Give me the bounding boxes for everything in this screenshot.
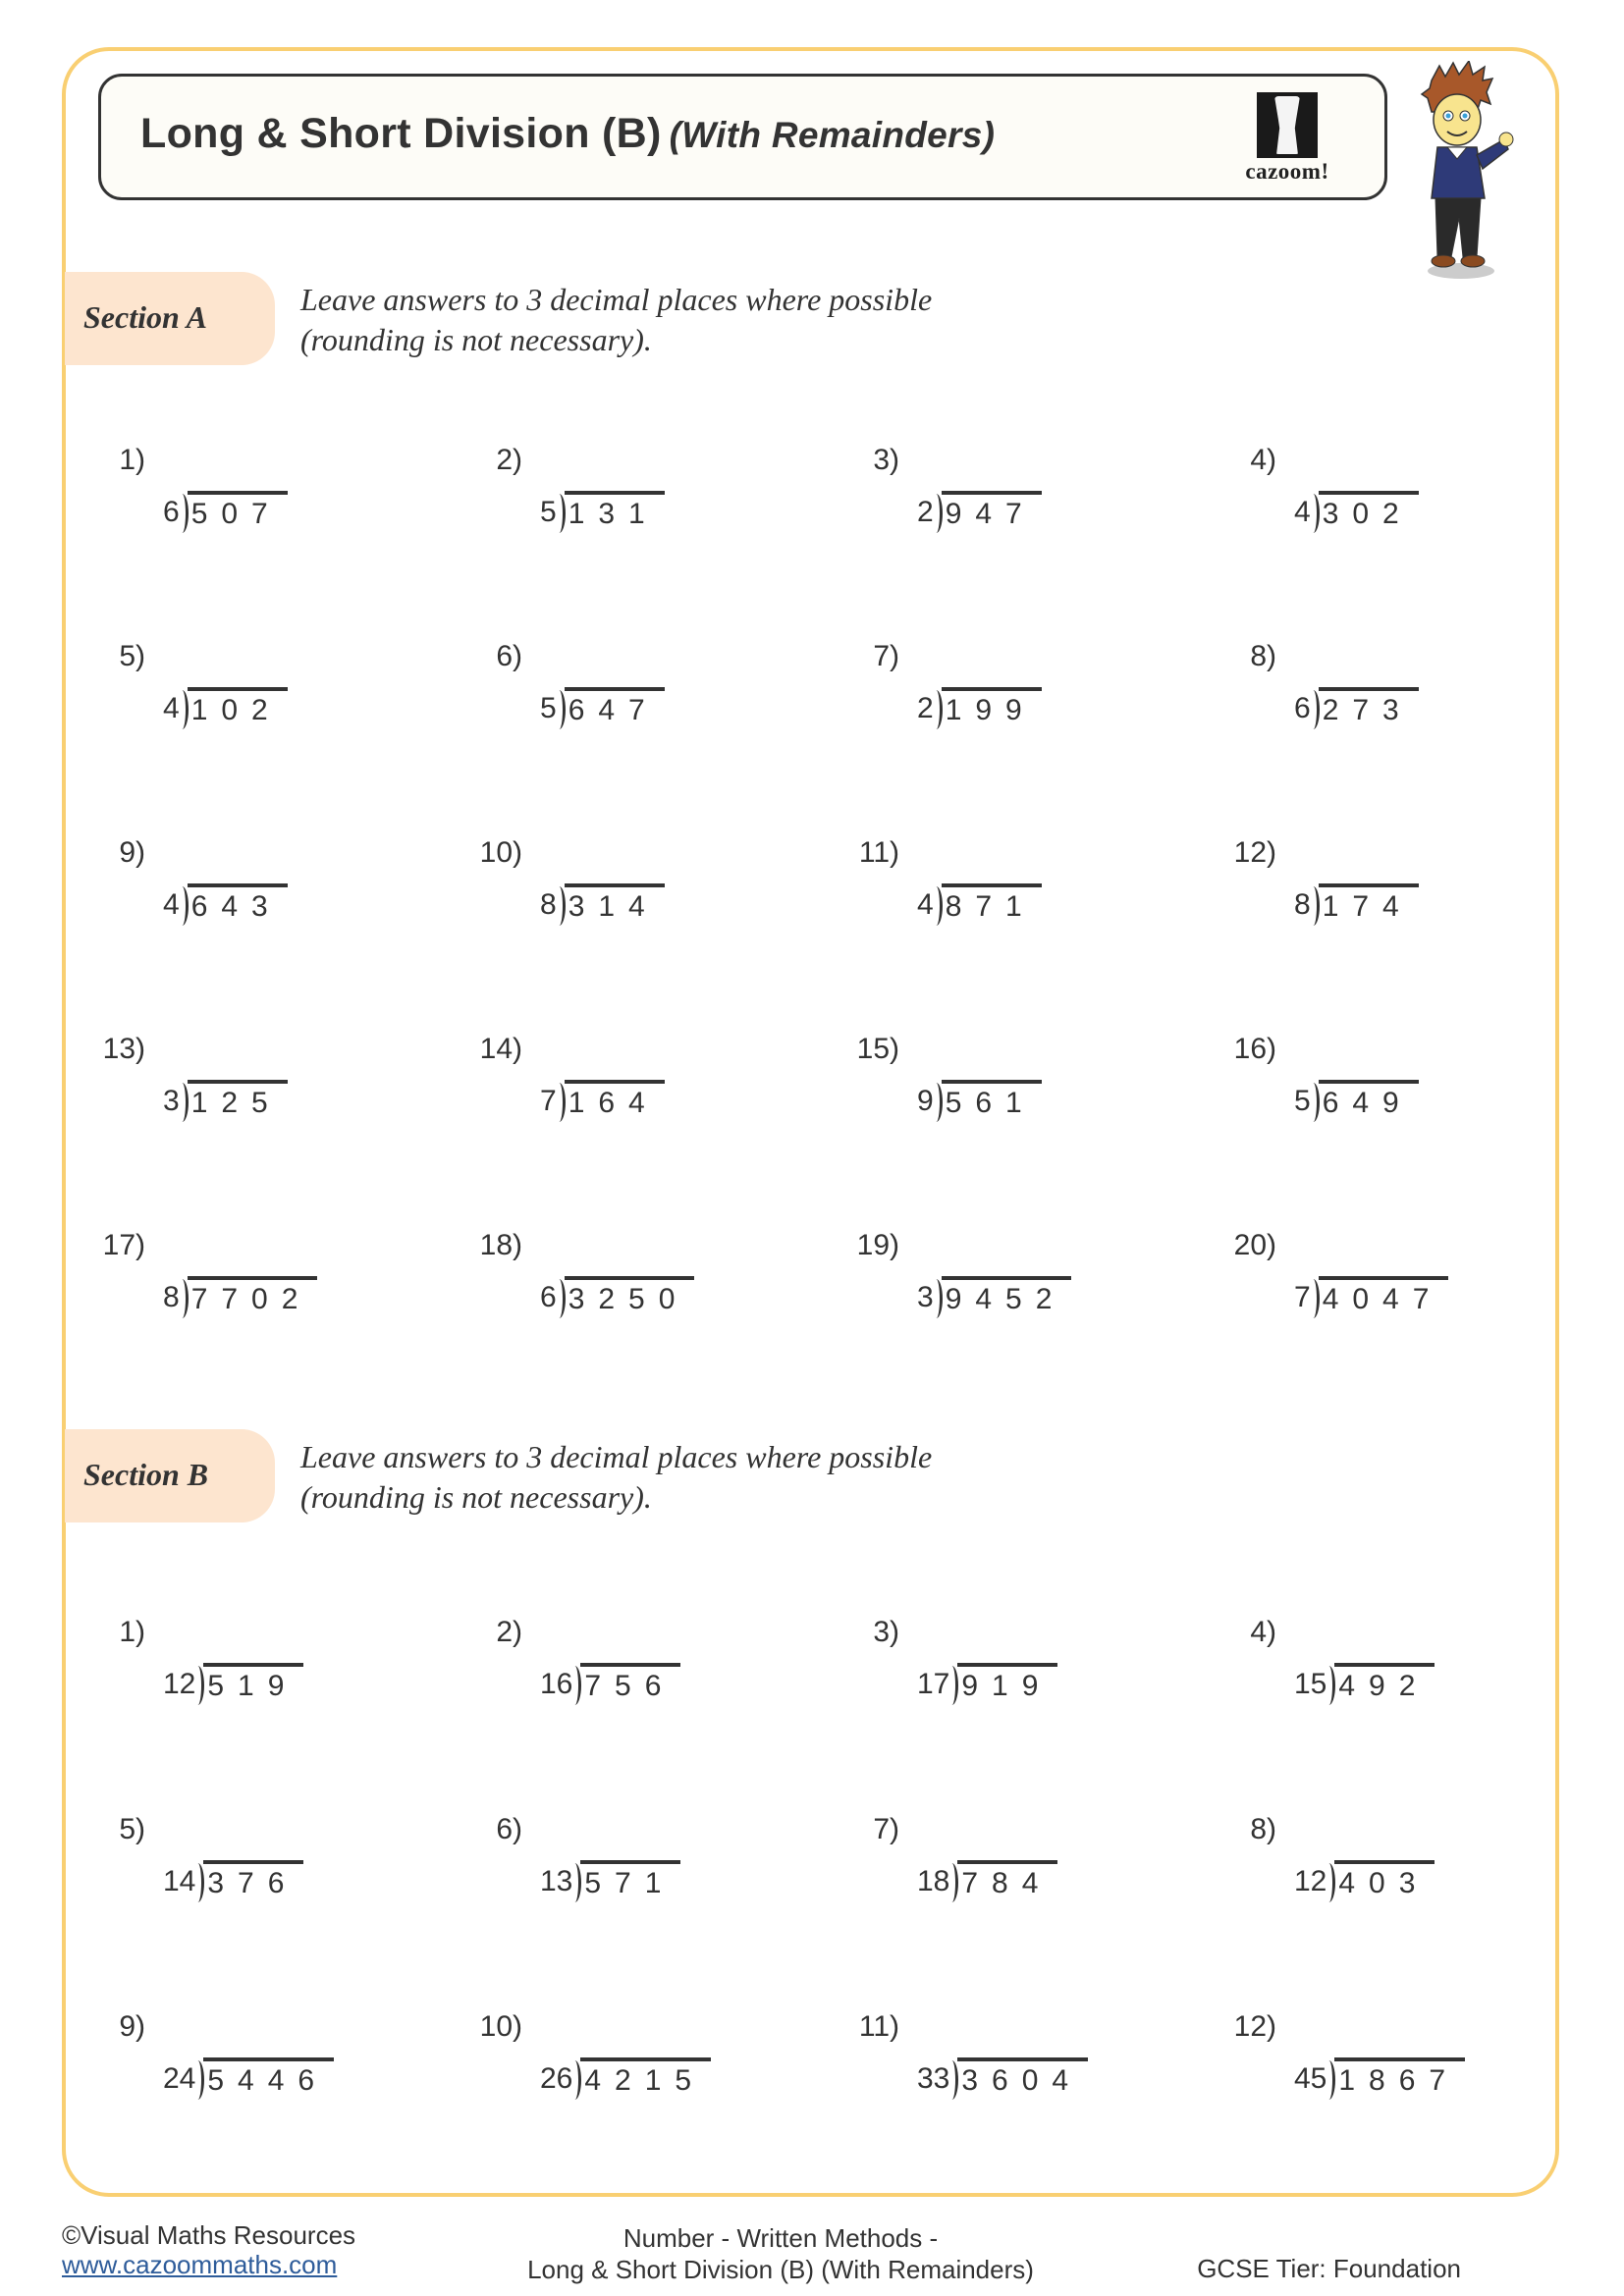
divisor: 6 — [1294, 692, 1311, 724]
long-division-expression — [917, 1860, 1057, 1901]
footer-tier: GCSE Tier: Foundation — [1197, 2254, 1461, 2283]
long-division-expression — [163, 1860, 303, 1901]
dividend: 784 — [957, 1860, 1057, 1901]
division-problem — [469, 1033, 823, 1150]
division-bracket-icon — [557, 1082, 565, 1121]
long-division-expression — [540, 2057, 711, 2099]
question-number: 10) — [479, 2010, 522, 2043]
division-problem — [92, 836, 446, 954]
division-bracket-icon — [180, 689, 188, 728]
topic-line-1: Number - Written Methods - — [623, 2223, 939, 2253]
title-subtitle: (With Remainders) — [669, 115, 996, 155]
dividend: 273 — [1319, 687, 1419, 728]
title-banner — [98, 74, 1387, 200]
division-problem — [1223, 2010, 1577, 2128]
long-division-expression — [1294, 1860, 1435, 1901]
long-division-expression — [163, 1276, 317, 1317]
dividend: 7702 — [188, 1276, 318, 1317]
divisor: 12 — [163, 1668, 196, 1700]
division-problem — [846, 444, 1200, 561]
divisor: 9 — [917, 1085, 934, 1117]
division-bracket-icon — [934, 689, 942, 728]
dividend: 199 — [942, 687, 1042, 728]
divisor: 4 — [1294, 496, 1311, 528]
dividend: 314 — [565, 883, 665, 925]
dividend: 561 — [942, 1080, 1042, 1121]
dividend: 519 — [203, 1663, 303, 1704]
long-division-expression — [917, 2057, 1088, 2099]
title-main: Long & Short Division (B) — [140, 110, 662, 157]
question-number: 14) — [479, 1033, 522, 1065]
long-division-expression — [163, 883, 288, 925]
divisor: 8 — [540, 888, 557, 921]
footer-credits — [62, 2220, 355, 2279]
question-number: 8) — [1250, 640, 1276, 672]
dividend: 102 — [188, 687, 288, 728]
division-bracket-icon — [557, 493, 565, 532]
question-number: 6) — [496, 640, 522, 672]
divisor: 26 — [540, 2062, 573, 2095]
divisor: 4 — [163, 888, 180, 921]
division-bracket-icon — [180, 1278, 188, 1317]
copyright-text: ©Visual Maths Resources — [62, 2220, 356, 2250]
division-bracket-icon — [180, 493, 188, 532]
division-bracket-icon — [572, 2059, 580, 2099]
question-number: 15) — [856, 1033, 899, 1065]
divisor: 12 — [1294, 1865, 1327, 1897]
long-division-expression — [540, 1080, 665, 1121]
division-bracket-icon — [1311, 689, 1319, 728]
divisor: 5 — [1294, 1085, 1311, 1117]
long-division-expression — [1294, 883, 1419, 925]
page-title — [140, 110, 995, 158]
dividend: 919 — [957, 1663, 1057, 1704]
cazoom-logo — [1227, 86, 1347, 188]
question-number: 10) — [479, 836, 522, 869]
dividend: 571 — [580, 1860, 680, 1901]
division-problem — [846, 1813, 1200, 1931]
section-a-instructions — [300, 280, 932, 360]
division-bracket-icon — [557, 885, 565, 925]
dividend: 174 — [1319, 883, 1419, 925]
division-problem — [1223, 836, 1577, 954]
thumbs-up-boy-mascot-icon — [1402, 61, 1540, 282]
divisor: 4 — [917, 888, 934, 921]
divisor: 8 — [163, 1281, 180, 1313]
question-number: 6) — [496, 1813, 522, 1845]
question-number: 7) — [873, 1813, 899, 1845]
division-problem — [92, 1033, 446, 1150]
instructions-line: Leave answers to 3 decimal places where possible — [300, 282, 933, 317]
division-problem — [846, 640, 1200, 758]
question-number: 20) — [1233, 1229, 1276, 1261]
long-division-expression — [163, 491, 288, 532]
section-b-badge — [65, 1429, 275, 1522]
question-number: 9) — [119, 836, 145, 869]
question-number: 18) — [479, 1229, 522, 1261]
question-number: 3) — [873, 444, 899, 476]
instructions-line: Leave answers to 3 decimal places where possible — [300, 1439, 933, 1474]
website-link[interactable]: www.cazoommaths.com — [62, 2250, 338, 2279]
division-problem — [469, 444, 823, 561]
division-problem — [92, 2010, 446, 2128]
dividend: 647 — [565, 687, 665, 728]
question-number: 2) — [496, 444, 522, 476]
dividend: 376 — [203, 1860, 303, 1901]
divisor: 7 — [1294, 1281, 1311, 1313]
long-division-expression — [917, 1276, 1071, 1317]
division-problem — [469, 2010, 823, 2128]
long-division-expression — [540, 1276, 694, 1317]
division-bracket-icon — [557, 689, 565, 728]
long-division-expression — [917, 1663, 1057, 1704]
long-division-expression — [540, 687, 665, 728]
long-division-expression — [540, 1663, 680, 1704]
divisor: 3 — [163, 1085, 180, 1117]
division-problem — [1223, 1813, 1577, 1931]
division-problem — [846, 2010, 1200, 2128]
section-b-instructions — [300, 1437, 932, 1518]
division-problem — [92, 640, 446, 758]
division-bracket-icon — [180, 885, 188, 925]
question-number: 4) — [1250, 1616, 1276, 1648]
question-number: 1) — [119, 1616, 145, 1648]
dividend: 403 — [1334, 1860, 1435, 1901]
long-division-expression — [540, 883, 665, 925]
dividend: 492 — [1334, 1663, 1435, 1704]
section-a-label: Section A — [83, 299, 207, 335]
division-bracket-icon — [934, 1082, 942, 1121]
dividend: 643 — [188, 883, 288, 925]
question-number: 1) — [119, 444, 145, 476]
division-bracket-icon — [1311, 885, 1319, 925]
division-bracket-icon — [1326, 1665, 1334, 1704]
divisor: 8 — [1294, 888, 1311, 921]
divisor: 2 — [917, 496, 934, 528]
division-bracket-icon — [934, 1278, 942, 1317]
division-problem — [1223, 1033, 1577, 1150]
long-division-expression — [540, 491, 665, 532]
question-number: 4) — [1250, 444, 1276, 476]
division-bracket-icon — [1311, 1082, 1319, 1121]
question-number: 3) — [873, 1616, 899, 1648]
divisor: 13 — [540, 1865, 573, 1897]
division-bracket-icon — [934, 493, 942, 532]
long-division-expression — [1294, 1080, 1419, 1121]
divisor: 33 — [917, 2062, 950, 2095]
division-problem — [469, 836, 823, 954]
divisor: 14 — [163, 1865, 196, 1897]
dividend: 164 — [565, 1080, 665, 1121]
divisor: 6 — [163, 496, 180, 528]
instructions-line: (rounding is not necessary). — [300, 1479, 652, 1515]
division-problem — [846, 1229, 1200, 1347]
division-problem — [92, 444, 446, 561]
division-problem — [1223, 1229, 1577, 1347]
long-division-expression — [163, 1663, 303, 1704]
question-number: 12) — [1233, 2010, 1276, 2043]
footer-topic — [520, 2222, 1041, 2285]
division-bracket-icon — [557, 1278, 565, 1317]
question-number: 2) — [496, 1616, 522, 1648]
section-a-badge — [65, 272, 275, 365]
division-bracket-icon — [1311, 493, 1319, 532]
divisor: 5 — [540, 692, 557, 724]
long-division-expression — [1294, 687, 1419, 728]
long-division-expression — [917, 491, 1042, 532]
question-number: 16) — [1233, 1033, 1276, 1065]
dividend: 4047 — [1319, 1276, 1449, 1317]
division-problem — [1223, 1616, 1577, 1734]
dividend: 3604 — [957, 2057, 1088, 2099]
divisor: 16 — [540, 1668, 573, 1700]
dividend: 125 — [188, 1080, 288, 1121]
dividend: 131 — [565, 491, 665, 532]
long-division-expression — [1294, 1276, 1448, 1317]
division-bracket-icon — [949, 2059, 957, 2099]
question-number: 8) — [1250, 1813, 1276, 1845]
division-problem — [469, 1229, 823, 1347]
dividend: 871 — [942, 883, 1042, 925]
dividend: 1867 — [1334, 2057, 1465, 2099]
division-bracket-icon — [195, 2059, 203, 2099]
question-number: 19) — [856, 1229, 899, 1261]
long-division-expression — [1294, 2057, 1465, 2099]
divisor: 5 — [540, 496, 557, 528]
long-division-expression — [163, 1080, 288, 1121]
divisor: 6 — [540, 1281, 557, 1313]
long-division-expression — [917, 1080, 1042, 1121]
division-bracket-icon — [1326, 1862, 1334, 1901]
divisor: 24 — [163, 2062, 196, 2095]
division-bracket-icon — [195, 1862, 203, 1901]
dividend: 302 — [1319, 491, 1419, 532]
division-problem — [469, 1813, 823, 1931]
question-number: 12) — [1233, 836, 1276, 869]
divisor: 18 — [917, 1865, 950, 1897]
division-bracket-icon — [572, 1665, 580, 1704]
long-division-expression — [163, 2057, 334, 2099]
division-bracket-icon — [180, 1082, 188, 1121]
divisor: 7 — [540, 1085, 557, 1117]
long-division-expression — [163, 687, 288, 728]
question-number: 5) — [119, 1813, 145, 1845]
division-problem — [469, 640, 823, 758]
drum-logo-icon — [1257, 92, 1318, 158]
dividend: 4215 — [580, 2057, 711, 2099]
long-division-expression — [1294, 491, 1419, 532]
divisor: 2 — [917, 692, 934, 724]
long-division-expression — [1294, 1663, 1435, 1704]
division-bracket-icon — [572, 1862, 580, 1901]
division-problem — [846, 836, 1200, 954]
question-number: 17) — [102, 1229, 145, 1261]
question-number: 11) — [858, 836, 899, 869]
dividend: 507 — [188, 491, 288, 532]
question-number: 11) — [858, 2010, 899, 2043]
divisor: 15 — [1294, 1668, 1327, 1700]
division-bracket-icon — [949, 1665, 957, 1704]
logo-text: cazoom! — [1245, 159, 1329, 184]
question-number: 13) — [102, 1033, 145, 1065]
dividend: 756 — [580, 1663, 680, 1704]
long-division-expression — [917, 687, 1042, 728]
dividend: 5446 — [203, 2057, 334, 2099]
division-problem — [469, 1616, 823, 1734]
division-problem — [92, 1813, 446, 1931]
divisor: 3 — [917, 1281, 934, 1313]
long-division-expression — [540, 1860, 680, 1901]
dividend: 649 — [1319, 1080, 1419, 1121]
division-problem — [92, 1616, 446, 1734]
section-b-label: Section B — [83, 1457, 209, 1492]
division-problem — [846, 1033, 1200, 1150]
division-bracket-icon — [195, 1665, 203, 1704]
topic-line-2: Long & Short Division (B) (With Remainders) — [527, 2255, 1034, 2284]
question-number: 9) — [119, 2010, 145, 2043]
divisor: 17 — [917, 1668, 950, 1700]
division-problem — [92, 1229, 446, 1347]
division-problem — [846, 1616, 1200, 1734]
division-problem — [1223, 444, 1577, 561]
divisor: 45 — [1294, 2062, 1327, 2095]
division-bracket-icon — [1326, 2059, 1334, 2099]
division-bracket-icon — [934, 885, 942, 925]
question-number: 5) — [119, 640, 145, 672]
dividend: 3250 — [565, 1276, 695, 1317]
dividend: 9452 — [942, 1276, 1072, 1317]
division-problem — [1223, 640, 1577, 758]
dividend: 947 — [942, 491, 1042, 532]
question-number: 7) — [873, 640, 899, 672]
instructions-line: (rounding is not necessary). — [300, 322, 652, 357]
division-bracket-icon — [1311, 1278, 1319, 1317]
division-bracket-icon — [949, 1862, 957, 1901]
divisor: 4 — [163, 692, 180, 724]
long-division-expression — [917, 883, 1042, 925]
